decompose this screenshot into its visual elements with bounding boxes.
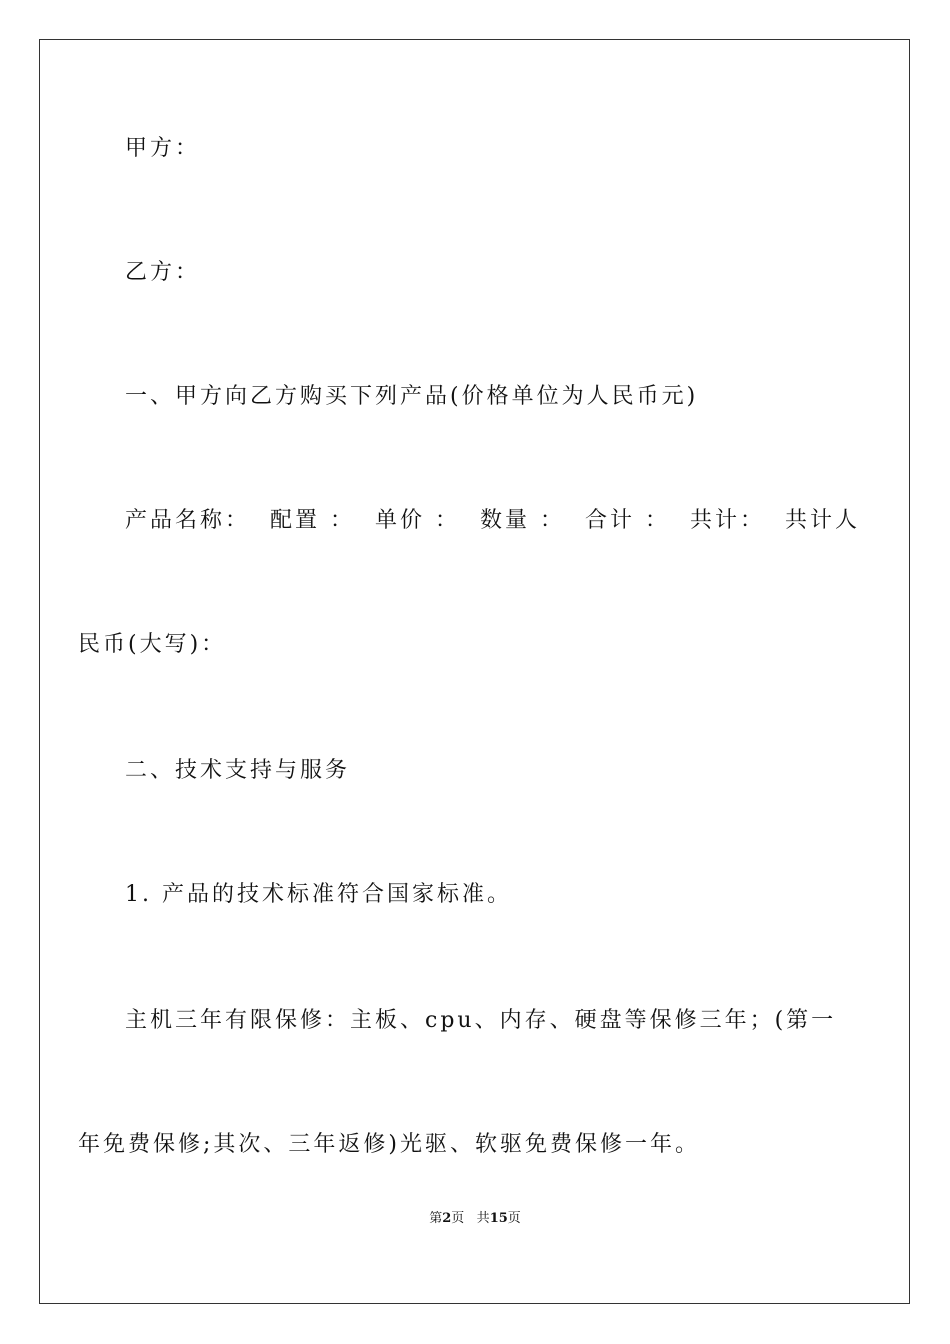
footer-total-prefix: 共 [476, 1211, 490, 1226]
section-2-title: 二、技术支持与服务 [125, 758, 351, 783]
footer-prefix: 第 [429, 1211, 443, 1226]
warranty-line-1: 主机三年有限保修：主板、cpu、内存、硬盘等保修三年；(第一 [125, 1008, 837, 1033]
page-footer [0, 1207, 950, 1226]
product-fields-row [0, 506, 950, 536]
footer-total-suffix: 页 [507, 1211, 521, 1226]
page-frame [39, 39, 910, 1304]
field-unit-price: 单价 ： [375, 508, 461, 533]
party-a-label: 甲方： [125, 136, 201, 161]
field-product-name: 产品名称： [125, 508, 251, 533]
footer-total-pages: 15 [489, 1211, 508, 1226]
field-config: 配置 ： [270, 508, 356, 533]
field-total-rmb: 共计人 [785, 508, 861, 533]
field-total: 共计： [690, 508, 766, 533]
warranty-line-2: 年免费保修;其次、三年返修)光驱、软驱免费保修一年。 [78, 1132, 700, 1157]
field-quantity: 数量 ： [480, 508, 566, 533]
field-subtotal: 合计 ： [585, 508, 671, 533]
product-fields-continued: 民币(大写)： [78, 632, 227, 657]
footer-page-suffix: 页 [451, 1211, 465, 1226]
party-b-label: 乙方： [125, 260, 201, 285]
footer-page-number: 2 [442, 1211, 452, 1226]
section-1-title: 一、甲方向乙方购买下列产品(价格单位为人民币元) [125, 384, 699, 409]
item-1: 1. 产品的技术标准符合国家标准。 [125, 882, 512, 907]
